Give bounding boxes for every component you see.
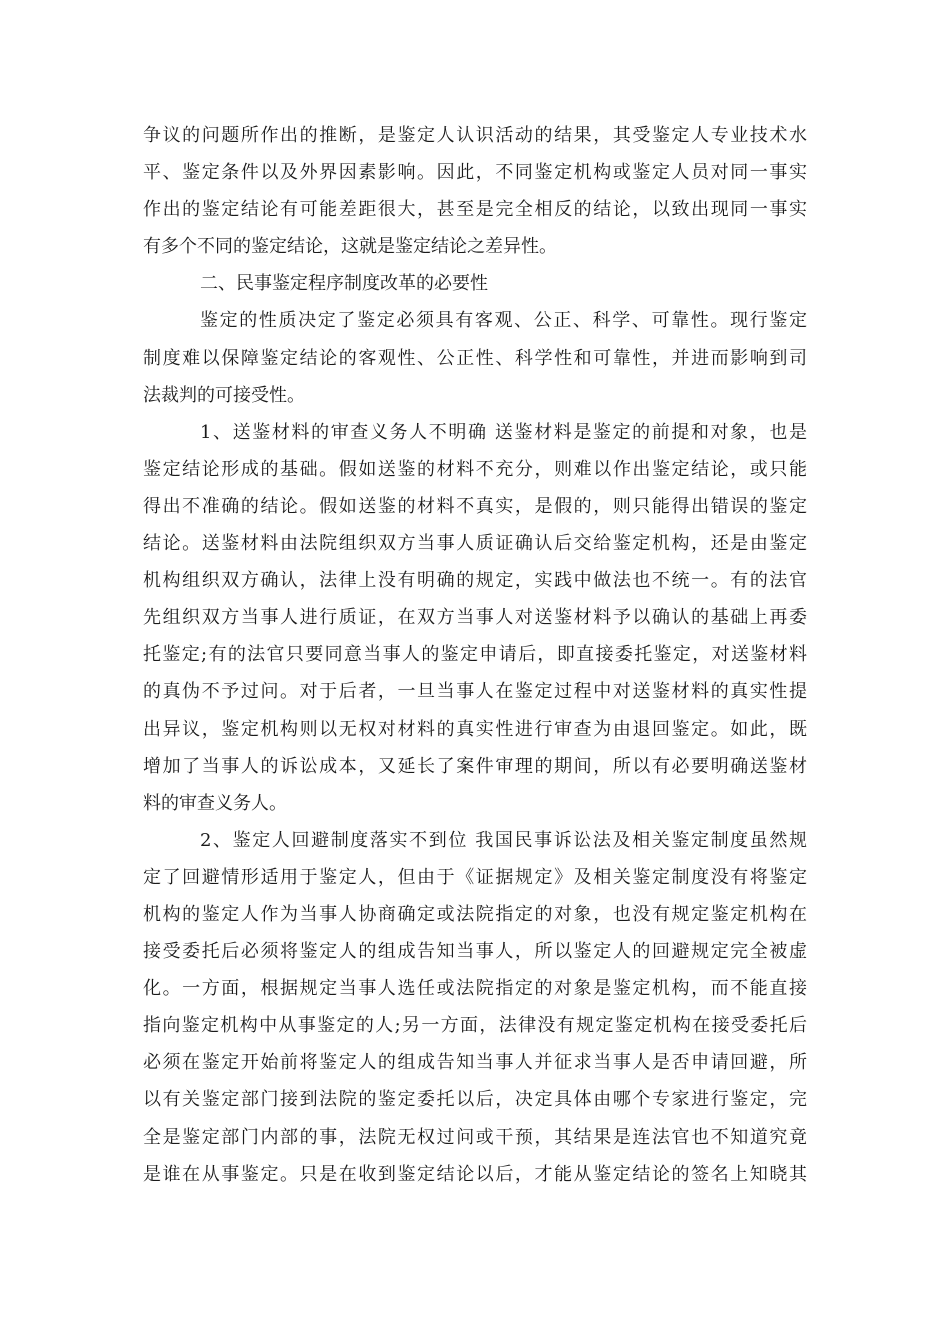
text-line: 以有关鉴定部门接到法院的鉴定委托以后，决定具体由哪个专家进行鉴定，完 [143, 1089, 807, 1111]
text-line: 化。一方面，根据规定当事人选任或法院指定的对象是鉴定机构，而不能直接 [143, 978, 807, 1000]
text-line: 全是鉴定部门内部的事，法院无权过问或干预，其结果是连法官也不知道究竟 [143, 1126, 807, 1148]
text-line: 出异议，鉴定机构则以无权对材料的真实性进行审查为由退回鉴定。如此，既 [143, 718, 807, 740]
paragraph-p1 [143, 117, 807, 265]
paragraph-p2 [143, 302, 807, 413]
text-line: 机构的鉴定人作为当事人协商确定或法院指定的对象，也没有规定鉴定机构在 [143, 903, 807, 925]
text-line: 鉴定结论形成的基础。假如送鉴的材料不充分，则难以作出鉴定结论，或只能 [143, 458, 807, 480]
text-line: 先组织双方当事人进行质证，在双方当事人对送鉴材料予以确认的基础上再委 [143, 607, 807, 629]
text-line: 有多个不同的鉴定结论，这就是鉴定结论之差异性。 [143, 236, 557, 258]
paragraph-p3 [143, 414, 807, 822]
text-line: 必须在鉴定开始前将鉴定人的组成告知当事人并征求当事人是否申请回避，所 [143, 1052, 807, 1074]
text-line: 接受委托后必须将鉴定人的组成告知当事人，所以鉴定人的回避规定完全被虚 [143, 941, 807, 963]
text-line: 是谁在从事鉴定。只是在收到鉴定结论以后，才能从鉴定结论的签名上知晓其 [143, 1163, 807, 1185]
text-line: 1、送鉴材料的审查义务人不明确 送鉴材料是鉴定的前提和对象，也是 [200, 421, 807, 443]
text-line: 指向鉴定机构中从事鉴定的人;另一方面，法律没有规定鉴定机构在接受委托后 [143, 1015, 807, 1037]
text-line: 料的审查义务人。 [143, 792, 287, 814]
text-line: 得出不准确的结论。假如送鉴的材料不真实，是假的，则只能得出错误的鉴定 [143, 495, 807, 517]
document-body [143, 117, 807, 1193]
heading-line: 二、民事鉴定程序制度改革的必要性 [200, 273, 488, 295]
text-line: 的真伪不予过问。对于后者，一旦当事人在鉴定过程中对送鉴材料的真实性提 [143, 681, 807, 703]
text-line: 结论。送鉴材料由法院组织双方当事人质证确认后交给鉴定机构，还是由鉴定 [143, 533, 807, 555]
text-line: 鉴定的性质决定了鉴定必须具有客观、公正、科学、可靠性。现行鉴定 [200, 310, 807, 332]
paragraph-p4 [143, 822, 807, 1193]
text-line: 托鉴定;有的法官只要同意当事人的鉴定申请后，即直接委托鉴定，对送鉴材料 [143, 644, 807, 666]
text-line: 2、鉴定人回避制度落实不到位 我国民事诉讼法及相关鉴定制度虽然规 [200, 829, 807, 851]
section-heading [143, 265, 807, 302]
text-line: 定了回避情形适用于鉴定人，但由于《证据规定》及相关鉴定制度没有将鉴定 [143, 866, 807, 888]
text-line: 平、鉴定条件以及外界因素影响。因此，不同鉴定机构或鉴定人员对同一事实 [143, 162, 807, 184]
text-line: 机构组织双方确认，法律上没有明确的规定，实践中做法也不统一。有的法官 [143, 570, 807, 592]
text-line: 法裁判的可接受性。 [143, 384, 305, 406]
text-line: 制度难以保障鉴定结论的客观性、公正性、科学性和可靠性，并进而影响到司 [143, 347, 807, 369]
text-line: 作出的鉴定结论有可能差距很大，甚至是完全相反的结论，以致出现同一事实 [143, 199, 807, 221]
text-line: 争议的问题所作出的推断，是鉴定人认识活动的结果，其受鉴定人专业技术水 [143, 125, 807, 146]
text-line: 增加了当事人的诉讼成本，又延长了案件审理的期间，所以有必要明确送鉴材 [143, 755, 807, 777]
